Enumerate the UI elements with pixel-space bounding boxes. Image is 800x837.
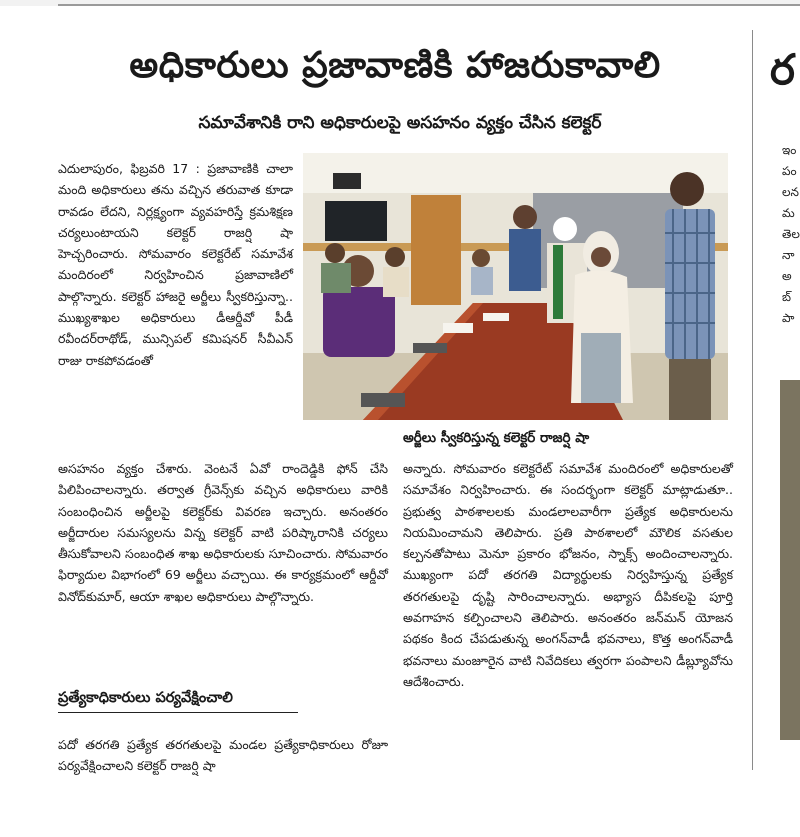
section-paragraph: పదో తరగతి ప్రత్యేక తరగతులపై మండల ప్రత్యేకాధికారులు రోజూ పర్యవేక్షించాలని కలెక్టర్ రాజర్షి షా xyxy=(58,737,388,774)
adjacent-line: లన xyxy=(782,185,799,199)
adjacent-line: అ xyxy=(782,269,792,283)
adjacent-headline: ర xyxy=(770,45,795,94)
right-column xyxy=(403,458,733,692)
meeting-photo-illustration xyxy=(303,153,728,420)
article-headline: అధికారులు ప్రజావాణికి హాజరుకావాలి xyxy=(129,45,661,86)
adjacent-photo xyxy=(780,380,800,740)
lead-column xyxy=(58,158,293,371)
adjacent-line: పం xyxy=(782,164,797,178)
adjacent-line: బ్ xyxy=(782,290,792,304)
continuation-column xyxy=(58,458,388,607)
article-subheadline: సమావేశానికి రాని అధికారులపై అసహనం వ్యక్తం చేసిన కలెక్టర్ xyxy=(198,113,602,133)
adjacent-text xyxy=(782,140,800,329)
column-divider xyxy=(752,30,753,770)
continuation-paragraph: అసహనం వ్యక్తం చేశారు. వెంటనే ఏవో రాందెడ్డికి ఫోన్ చేసి పిలిపించాలన్నారు. తర్వాత గ్రీవెన్స్‌కు వచ్చిన అధికారులు వారికి సంబంధించిన అర్జీలపై కలెక్టర్‌కు వివరణ ఇచ్చారు. అనంతరం అర్జీదారుల సమస్యలను విన్న కలెక్టర్ వాటి పరిష్కారానికి చర్యలు తీసుకోవాలని సంబంధిత శాఖ అధికారులకు సూచించారు. సోమవారం ఫిర్యాదుల విభాగంలో 69 అర్జీలు వచ్చాయి. ఈ కార్యక్రమంలో ఆర్డీవో వినోద్‌కుమార్, ఆయా శాఖల అధికారులు పాల్గొన్నారు. xyxy=(58,461,388,604)
right-paragraph: అన్నారు. సోమవారం కలెక్టరేట్ సమావేశ మందిరంలో అధికారులతో సమావేశం నిర్వహించారు. ఈ సందర్భంగా కలెక్టర్ మాట్లాడుతూ.. ప్రభుత్వ పాఠశాలలకు మండలాలవారీగా ప్రత్యేక అధికారులను నియమించామని తెలిపారు. ప్రతి పాఠశాలలో మౌలిక వసతుల కల్పనతోపాటు మెనూ ప్రకారం భోజనం, స్నాక్స్ అందించాలన్నారు. ముఖ్యంగా పదో తరగతి విద్యార్థులకు నిర్వహిస్తున్న ప్రత్యేక తరగతులపై దృష్టి సారించాలన్నారు. అభ్యాస దీపికలపై పూర్తి అవగాహన కల్పించాలని తెలిపారు. అనంతరం జన్‌మన్ యోజన పథకం కింద చేపడుతున్న అంగన్‌వాడీ భవనాలు, కొత్త అంగన్‌వాడీ భవనాలు మంజూరైన వాటి నివేదికలు త్వరగా పంపాలని డీబ్ల్యూవోను ఆదేశించారు. xyxy=(403,461,733,689)
adjacent-line: తెల xyxy=(782,227,800,241)
section-column xyxy=(58,734,388,777)
lead-paragraph: ఎదులాపురం, ఫిబ్రవరి 17 : ప్రజావాణికి చాలా మంది అధికారులు తను వచ్చిన తరువాత కూడా రావడం లేదని, నిర్లక్ష్యంగా వ్యవహరిస్తే క్రమశిక్షణ చర్యలుంటాయని కలెక్టర్ రాజర్షి షా హెచ్చరించారు. సోమవారం కలెక్టరేట్ సమావేశ మందిరంలో నిర్వహించిన ప్రజావాణిలో పాల్గొన్నారు. కలెక్టర్ హాజరై అర్జీలు స్వీకరిస్తున్నా.. ముఖ్యశాఖల అధికారులు డీఆర్డీవో పీడీ రవీందర్‌రాథోడ్, మున్సిపల్ కమిషనర్ సీవీఎన్ రాజు రాకపోవడంతో xyxy=(58,161,293,368)
top-rule xyxy=(58,4,800,6)
adjacent-line: మ xyxy=(782,206,795,220)
adjacent-line: ఇం xyxy=(782,143,797,157)
adjacent-line: నా xyxy=(782,248,795,262)
news-photo xyxy=(303,153,728,420)
adjacent-line: పా xyxy=(782,311,795,325)
photo-caption: అర్జీలు స్వీకరిస్తున్న కలెక్టర్ రాజర్షి షా xyxy=(403,430,590,446)
section-heading: ప్రత్యేకాధికారులు పర్యవేక్షించాలి xyxy=(58,686,298,713)
